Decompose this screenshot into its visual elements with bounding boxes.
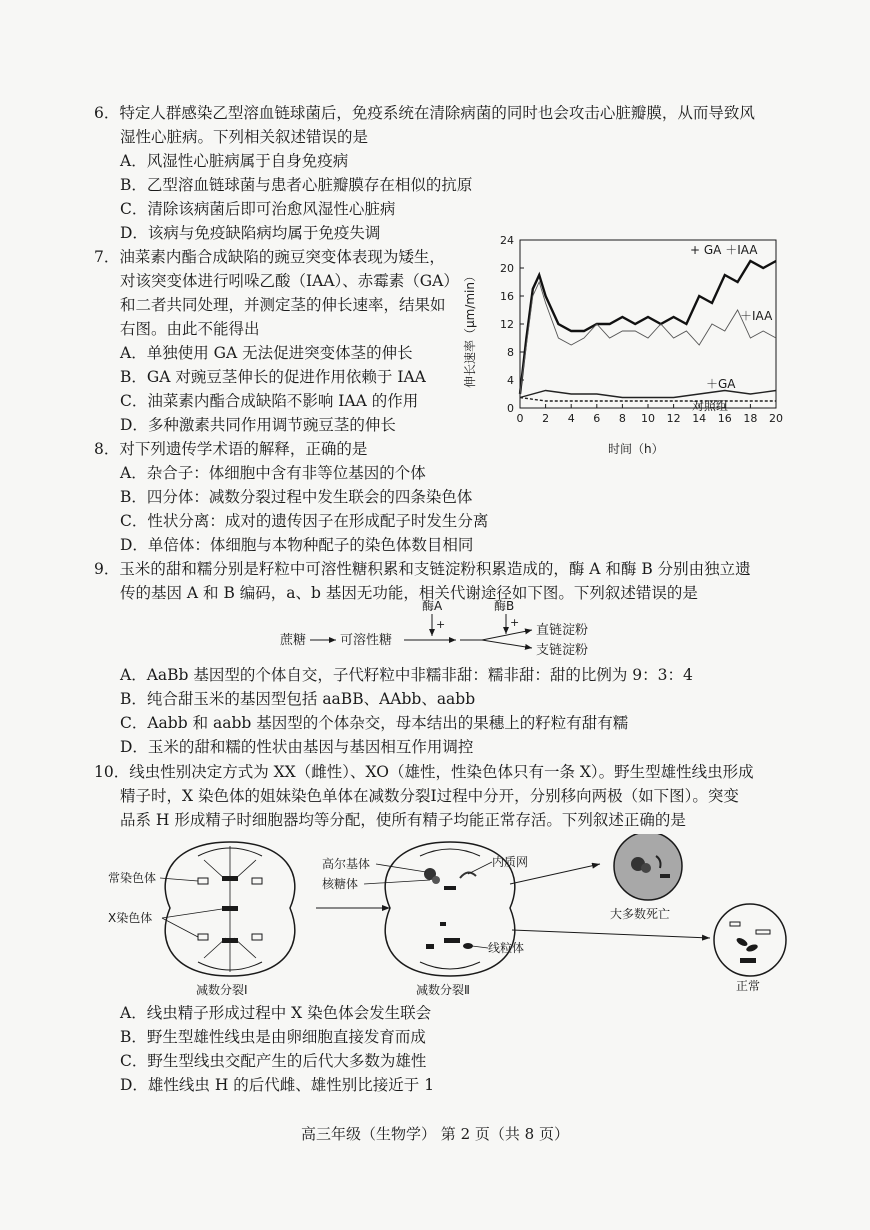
chart-y-tick-label: 0	[507, 402, 514, 415]
label-autosome: 常染色体	[108, 871, 157, 885]
q8-option-a: A．杂合子：体细胞中含有非等位基因的个体	[120, 464, 426, 482]
pathway-plus-a: +	[436, 618, 446, 631]
pathway-enzyme-a: 酶A	[422, 599, 443, 613]
q9-option-d: D．玉米的甜和糯的性状由基因与基因相互作用调控	[120, 738, 474, 756]
chart-x-tick-label: 4	[567, 412, 575, 425]
q7-stem-line3: 和二者共同处理，并测定茎的伸长速率，结果如	[120, 296, 446, 314]
label-meiosis1: 减数分裂Ⅰ	[196, 983, 248, 997]
q9-stem-line1: 9．玉米的甜和糯分别是籽粒中可溶性糖积累和支链淀粉积累造成的，酶 A 和酶 B 分别由独立遗	[94, 560, 751, 578]
q6-stem-line2: 湿性心脏病。下列相关叙述错误的是	[120, 128, 369, 146]
q8-option-b: B．四分体：减数分裂过程中发生联会的四条染色体	[120, 488, 473, 506]
chart-x-tick-label: 14	[692, 412, 707, 425]
chart-y-tick-label: 12	[500, 318, 514, 331]
q6-option-a: A．风湿性心脏病属于自身免疫病	[120, 152, 349, 170]
chart-y-tick-label: 4	[507, 374, 514, 387]
chart-x-tick-label: 20	[769, 412, 783, 425]
q10-option-a: A．线虫精子形成过程中 X 染色体会发生联会	[120, 1004, 432, 1022]
pathway-sucrose: 蔗糖	[280, 633, 307, 648]
q9-stem-line2: 传的基因 A 和 B 编码，a、b 基因无功能，相关代谢途径如下图。下列叙述错误的是	[120, 584, 698, 602]
chart-label-iaa: ＋IAA	[740, 309, 773, 323]
q10-stem-line2: 精子时，X 染色体的姐妹染色单体在减数分裂Ⅰ过程中分开，分别移向两极（如下图）。突变	[120, 787, 739, 805]
label-ribosome: 核糖体	[322, 877, 359, 891]
pathway-soluble-sugar: 可溶性糖	[340, 633, 393, 648]
q6-stem-line1: 6．特定人群感染乙型溶血链球菌后，免疫系统在清除病菌的同时也会攻击心脏瓣膜，从而导致风	[94, 104, 755, 122]
label-meiosis2: 减数分裂Ⅱ	[416, 983, 470, 997]
q7-stem-line2: 对该突变体进行吲哚乙酸（IAA）、赤霉素（GA）	[120, 272, 459, 290]
organelles-top	[424, 868, 476, 890]
chart-series-line-1	[520, 282, 776, 394]
chart-x-tick-label: 8	[618, 412, 626, 425]
page-footer: 高三年级（生物学） 第 2 页（共 8 页）	[301, 1125, 569, 1143]
label-mostly-dead: 大多数死亡	[610, 907, 671, 921]
q7-option-c: C．油菜素内酯合成缺陷不影响 IAA 的作用	[120, 392, 419, 410]
q7-option-b: B．GA 对豌豆茎伸长的促进作用依赖于 IAA	[120, 368, 426, 386]
chart-series-line-2	[520, 391, 776, 398]
chart-y-tick-label: 16	[500, 290, 514, 303]
q7-option-d: D．多种激素共同作用调节豌豆茎的伸长	[120, 416, 396, 434]
label-golgi: 高尔基体	[322, 857, 371, 871]
q9-option-b: B．纯合甜玉米的基因型包括 aaBB、AAbb、aabb	[120, 690, 476, 708]
chart-series-line-0	[520, 261, 776, 394]
q7-option-a: A．单独使用 GA 无法促进突变体茎的伸长	[120, 344, 413, 362]
q8-stem: 8．对下列遗传学术语的解释，正确的是	[94, 440, 368, 458]
chart-x-tick-label: 18	[743, 412, 758, 425]
q7-stem-line1: 7．油菜素内酯合成缺陷的豌豆突变体表现为矮生，	[94, 248, 445, 266]
chart-x-tick-label: 6	[593, 412, 601, 425]
q9-option-a: A．AaBb 基因型的个体自交，子代籽粒中非糯非甜：糯非甜：甜的比例为 9：3：4	[120, 666, 693, 684]
chart-x-axis-label: 时间（h）	[608, 442, 664, 456]
pathway-amylose: 直链淀粉	[536, 623, 589, 638]
q8-option-d: D．单倍体：体细胞与本物种配子的染色体数目相同	[120, 536, 474, 554]
label-mitochondria: 线粒体	[488, 941, 525, 955]
organelles-bottom	[426, 922, 473, 949]
q6-option-c: C．清除该病菌后即可治愈风湿性心脏病	[120, 200, 396, 218]
q6-option-d: D．该病与免疫缺陷病均属于免疫失调	[120, 224, 381, 242]
chart-y-axis-label: 伸长速率（μm/min）	[463, 270, 477, 388]
chart-y-tick-label: 20	[500, 262, 514, 275]
label-x-chromosome: X染色体	[108, 911, 153, 925]
chart-y-tick-label: 24	[500, 234, 514, 247]
pathway-amylopectin: 支链淀粉	[536, 643, 589, 658]
q10-stem-line1: 10．线虫性别决定方式为 XX（雌性）、XO（雄性，性染色体只有一条 X）。野生型雄性线虫形成	[94, 763, 754, 781]
growth-rate-chart	[460, 228, 800, 460]
q10-option-d: D．雄性线虫 H 的后代雌、雄性别比接近于 1	[120, 1076, 435, 1094]
chart-label-control: 对照组	[692, 399, 729, 413]
label-er: 内质网	[492, 855, 529, 869]
chart-x-tick-label: 16	[717, 412, 732, 425]
normal-sperm-cell	[714, 904, 786, 976]
q10-option-b: B．野生型雄性线虫是由卵细胞直接发育而成	[120, 1028, 426, 1046]
q10-stem-line3: 品系 H 形成精子时细胞器均等分配，使所有精子均能正常存活。下列叙述正确的是	[120, 811, 686, 829]
label-normal: 正常	[736, 979, 761, 993]
chart-label-ga-iaa: + GA ＋IAA	[690, 243, 758, 257]
q7-stem-line4: 右图。由此不能得出	[120, 320, 260, 338]
metabolic-pathway-diagram	[270, 596, 630, 660]
chart-label-ga: ＋GA	[706, 377, 736, 391]
q8-option-c: C．性状分离：成对的遗传因子在形成配子时发生分离	[120, 512, 489, 530]
chart-x-tick-label: 12	[666, 412, 681, 425]
q10-option-c: C．野生型线虫交配产生的后代大多数为雄性	[120, 1052, 427, 1070]
chart-x-tick-label: 10	[641, 412, 655, 425]
q6-option-b: B．乙型溶血链球菌与患者心脏瓣膜存在相似的抗原	[120, 176, 473, 194]
chart-x-tick-label: 2	[542, 412, 550, 425]
chart-x-tick-label: 0	[516, 412, 524, 425]
pathway-plus-b: +	[510, 616, 520, 629]
meiosis-diagram	[100, 834, 800, 998]
chart-y-tick-label: 8	[507, 346, 514, 359]
q9-option-c: C．Aabb 和 aabb 基因型的个体杂交，母本结出的果穗上的籽粒有甜有糯	[120, 714, 629, 732]
pathway-enzyme-b: 酶B	[494, 599, 515, 613]
